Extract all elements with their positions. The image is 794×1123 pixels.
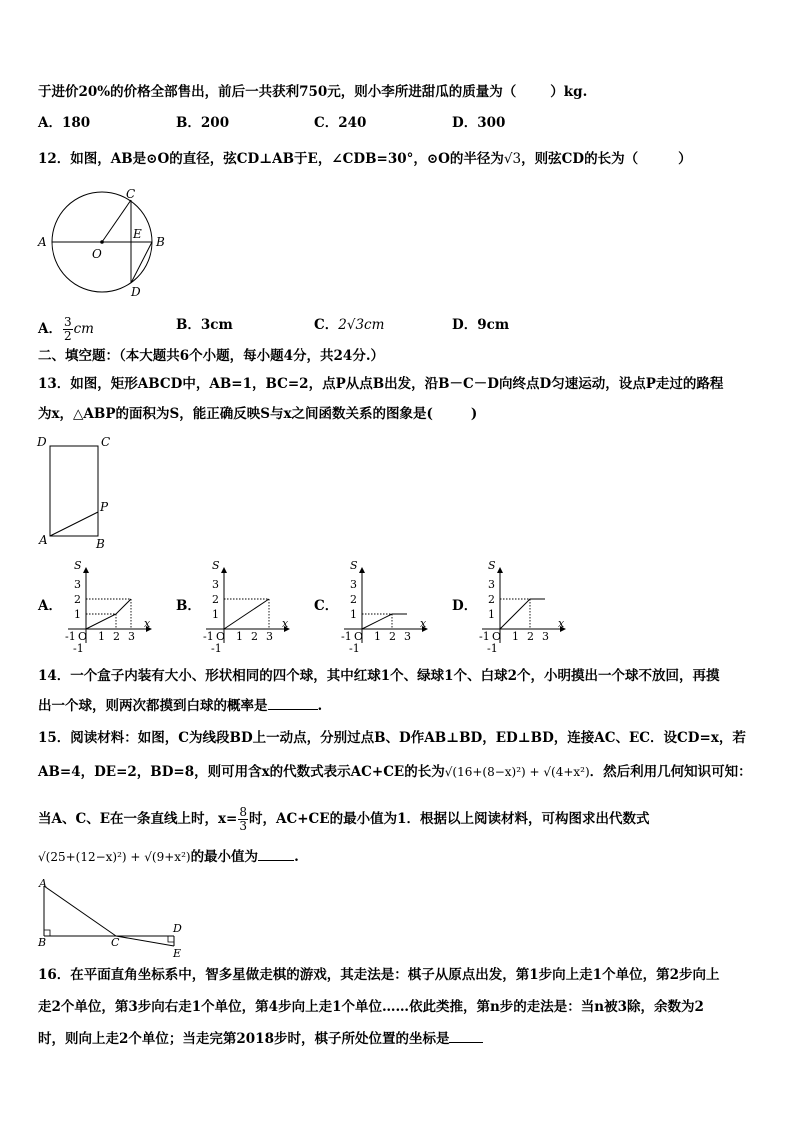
rect-label-c: C	[101, 435, 111, 449]
y-tick-label: 1	[350, 608, 357, 621]
rect-label-d: D	[37, 435, 47, 449]
function-line	[362, 614, 407, 629]
axis-label-s: S	[212, 559, 220, 572]
q15-line3-text: 当A、C、E在一条直线上时，x=	[38, 811, 238, 827]
y-tick-label: 2	[488, 593, 495, 606]
segment-ac	[44, 886, 116, 936]
axis-label-s: S	[350, 559, 358, 572]
label-b: B	[156, 235, 165, 249]
center-dot	[100, 240, 104, 244]
q12-option-a-num: 3	[63, 315, 72, 329]
q16-line3-text: 时，则向上走2个单位；当走完第2018步时，棋子所处位置的坐标是	[38, 1031, 450, 1047]
q15-line2-text-b: ．然后利用几何知识可知：	[589, 764, 752, 780]
q11-option-b: B．200	[176, 115, 230, 131]
y-tick-label: 1	[488, 608, 495, 621]
y-tick-label: 1	[212, 608, 219, 621]
segment-ce	[116, 936, 174, 946]
q13-line2-end: )	[470, 406, 478, 422]
y-tick-label: 3	[350, 578, 357, 591]
right-angle-d	[168, 936, 174, 942]
q15-answer-blank[interactable]	[258, 848, 294, 861]
rect-abcd	[50, 446, 98, 536]
q16-line3	[38, 1030, 483, 1048]
q13-line2	[38, 405, 477, 423]
q13-graph-c	[334, 556, 434, 655]
q12-text: 12．如图，AB是⊙O的直径，弦CD⊥AB于E，∠CDB=30°，⊙O的半径为	[38, 151, 504, 167]
label-a: A	[38, 235, 47, 249]
q16-answer-blank[interactable]	[449, 1030, 483, 1043]
tick-label-neg-x: -1	[479, 630, 490, 643]
axis-label-x: x	[282, 617, 289, 630]
y-axis-arrow	[359, 567, 365, 573]
q11-option-a: A．180	[38, 115, 91, 131]
axis-label-s: S	[74, 559, 82, 572]
x-tick-label: 2	[527, 630, 534, 643]
q12-option-c-value: 2√3cm	[338, 317, 385, 333]
q14-line2	[38, 697, 322, 715]
q13-option-b-label: B．	[176, 598, 201, 614]
label-o: O	[92, 247, 102, 261]
q13-line2-text: 为x，△ABP的面积为S，能正确反映S与x之间函数关系的图象是(	[38, 406, 433, 422]
q14-answer-blank[interactable]	[268, 697, 318, 710]
q15-expression-2: √(25+(12−x)²) + √(9+x²)	[38, 850, 191, 864]
q15-label-a: A	[39, 877, 47, 890]
y-tick-label: 2	[74, 593, 81, 606]
tick-label-neg-y: -1	[487, 642, 498, 655]
q12-option-b: B．3cm	[176, 317, 233, 333]
q15-label-b: B	[38, 936, 47, 949]
label-d: D	[131, 285, 141, 299]
q14-line2-end: .	[317, 698, 323, 714]
q11-option-c: C．240	[314, 115, 367, 131]
q13-graph-b	[196, 556, 296, 655]
q15-label-d: D	[173, 922, 182, 935]
function-line	[224, 599, 269, 629]
y-axis-arrow	[83, 567, 89, 573]
q15-line3-text-b: 时，AC+CE的最小值为1．根据以上阅读材料，可构图求出代数式	[249, 811, 650, 827]
origin-label: O	[216, 630, 226, 643]
rect-label-b: B	[96, 537, 105, 551]
rect-label-a: A	[39, 533, 48, 547]
q13-option-d-label: D．	[452, 598, 478, 614]
tick-label-neg-x: -1	[341, 630, 352, 643]
q16-line1: 16．在平面直角坐标系中，智多星做走棋的游戏，其走法是：棋子从原点出发，第1步向上走1个单位，第2步向上	[38, 967, 720, 983]
q13-rectangle-figure	[34, 432, 114, 552]
q13-option-a-label: A．	[38, 598, 62, 614]
rect-label-p: P	[100, 500, 109, 514]
x-tick-label: 3	[128, 630, 135, 643]
q13-option-c-label: C．	[314, 598, 339, 614]
origin-label: O	[492, 630, 502, 643]
y-tick-label: 1	[74, 608, 81, 621]
q15-line2	[38, 763, 752, 781]
x-tick-label: 3	[266, 630, 273, 643]
q12-text-suffix: ，则弦CD的长为（	[521, 151, 639, 167]
q12-circle-figure	[30, 180, 180, 305]
y-axis-arrow	[497, 567, 503, 573]
x-tick-label: 2	[389, 630, 396, 643]
axis-label-x: x	[558, 617, 565, 630]
label-e: E	[133, 227, 142, 241]
q13-line1: 13．如图，矩形ABCD中，AB=1，BC=2，点P从点B出发，沿B－C－D向终点D匀速运动，设点P走过的路程	[38, 376, 724, 392]
q15-expression-1: √(16+(8−x)²) + √(4+x²)	[444, 765, 590, 779]
segment-ap	[50, 512, 98, 536]
q15-line4-text: 的最小值为	[190, 849, 259, 865]
q15-line2-text: AB=4，DE=2，BD=8，则可用含x的代数式表示AC+CE的长为	[38, 764, 445, 780]
tick-label-neg-y: -1	[211, 642, 222, 655]
origin-label: O	[78, 630, 88, 643]
q14-line2-text: 出一个球，则两次都摸到白球的概率是	[38, 698, 268, 714]
y-axis-arrow	[221, 567, 227, 573]
origin-label: O	[354, 630, 364, 643]
q13-graph-a	[58, 556, 158, 655]
x-tick-label: 3	[542, 630, 549, 643]
q14-line1: 14．一个盒子内装有大小、形状相同的四个球，其中红球1个、绿球1个、白球2个，小明摸出一个球不放回，再摸	[38, 668, 720, 684]
x-tick-label: 2	[251, 630, 258, 643]
q12-radius: √3	[503, 151, 522, 167]
tick-label-neg-x: -1	[65, 630, 76, 643]
section-title: 二、填空题：（本大题共6个小题，每小题4分，共24分.）	[38, 348, 385, 364]
q12-option-c	[314, 316, 384, 334]
q12-option-c-label: C．	[314, 317, 339, 333]
axis-label-s: S	[488, 559, 496, 572]
function-line	[500, 599, 545, 629]
q12-option-d: D．9cm	[452, 317, 510, 333]
y-tick-label: 3	[488, 578, 495, 591]
x-tick-label: 1	[236, 630, 243, 643]
q12-option-a-den: 2	[63, 329, 72, 343]
q11-option-d: D．300	[452, 115, 506, 131]
q12-line	[38, 150, 692, 168]
q11-text-end: ）kg.	[550, 84, 588, 100]
q11-line	[38, 83, 587, 101]
q16-line2: 走2个单位，第3步向右走1个单位，第4步向上走1个单位……依此类推，第n步的走法是：当n被3除，余数为2	[38, 999, 704, 1015]
q12-option-a-label: A．	[38, 321, 62, 337]
x-tick-label: 1	[98, 630, 105, 643]
q11-text: 于进价20%的价格全部售出，前后一共获利750元，则小李所进甜瓜的质量为（	[38, 84, 517, 100]
q15-line4	[38, 848, 299, 866]
x-tick-label: 3	[404, 630, 411, 643]
q12-option-a	[38, 316, 94, 343]
q15-x-num: 8	[239, 805, 248, 819]
q15-figure	[34, 876, 189, 961]
q15-label-c: C	[111, 936, 120, 949]
q12-close: ）	[678, 151, 692, 167]
q15-line3	[38, 806, 649, 833]
x-tick-label: 1	[374, 630, 381, 643]
label-c: C	[126, 187, 136, 201]
chord-db	[131, 242, 152, 283]
q15-label-e: E	[173, 947, 182, 960]
y-tick-label: 3	[212, 578, 219, 591]
y-tick-label: 2	[350, 593, 357, 606]
q15-line4-end: .	[294, 849, 299, 865]
tick-label-neg-x: -1	[203, 630, 214, 643]
axis-label-x: x	[420, 617, 427, 630]
q15-line1: 15．阅读材料：如图，C为线段BD上一动点，分别过点B、D作AB⊥BD，ED⊥BD，连接AC、EC．设CD=x，若	[38, 730, 746, 746]
tick-label-neg-y: -1	[73, 642, 84, 655]
q15-x-den: 3	[239, 819, 248, 833]
x-tick-label: 2	[113, 630, 120, 643]
radius-oc	[102, 200, 131, 242]
q13-graph-d	[472, 556, 572, 655]
q12-option-a-unit: cm	[73, 321, 94, 337]
y-tick-label: 2	[212, 593, 219, 606]
tick-label-neg-y: -1	[349, 642, 360, 655]
axis-label-x: x	[144, 617, 151, 630]
x-tick-label: 1	[512, 630, 519, 643]
y-tick-label: 3	[74, 578, 81, 591]
